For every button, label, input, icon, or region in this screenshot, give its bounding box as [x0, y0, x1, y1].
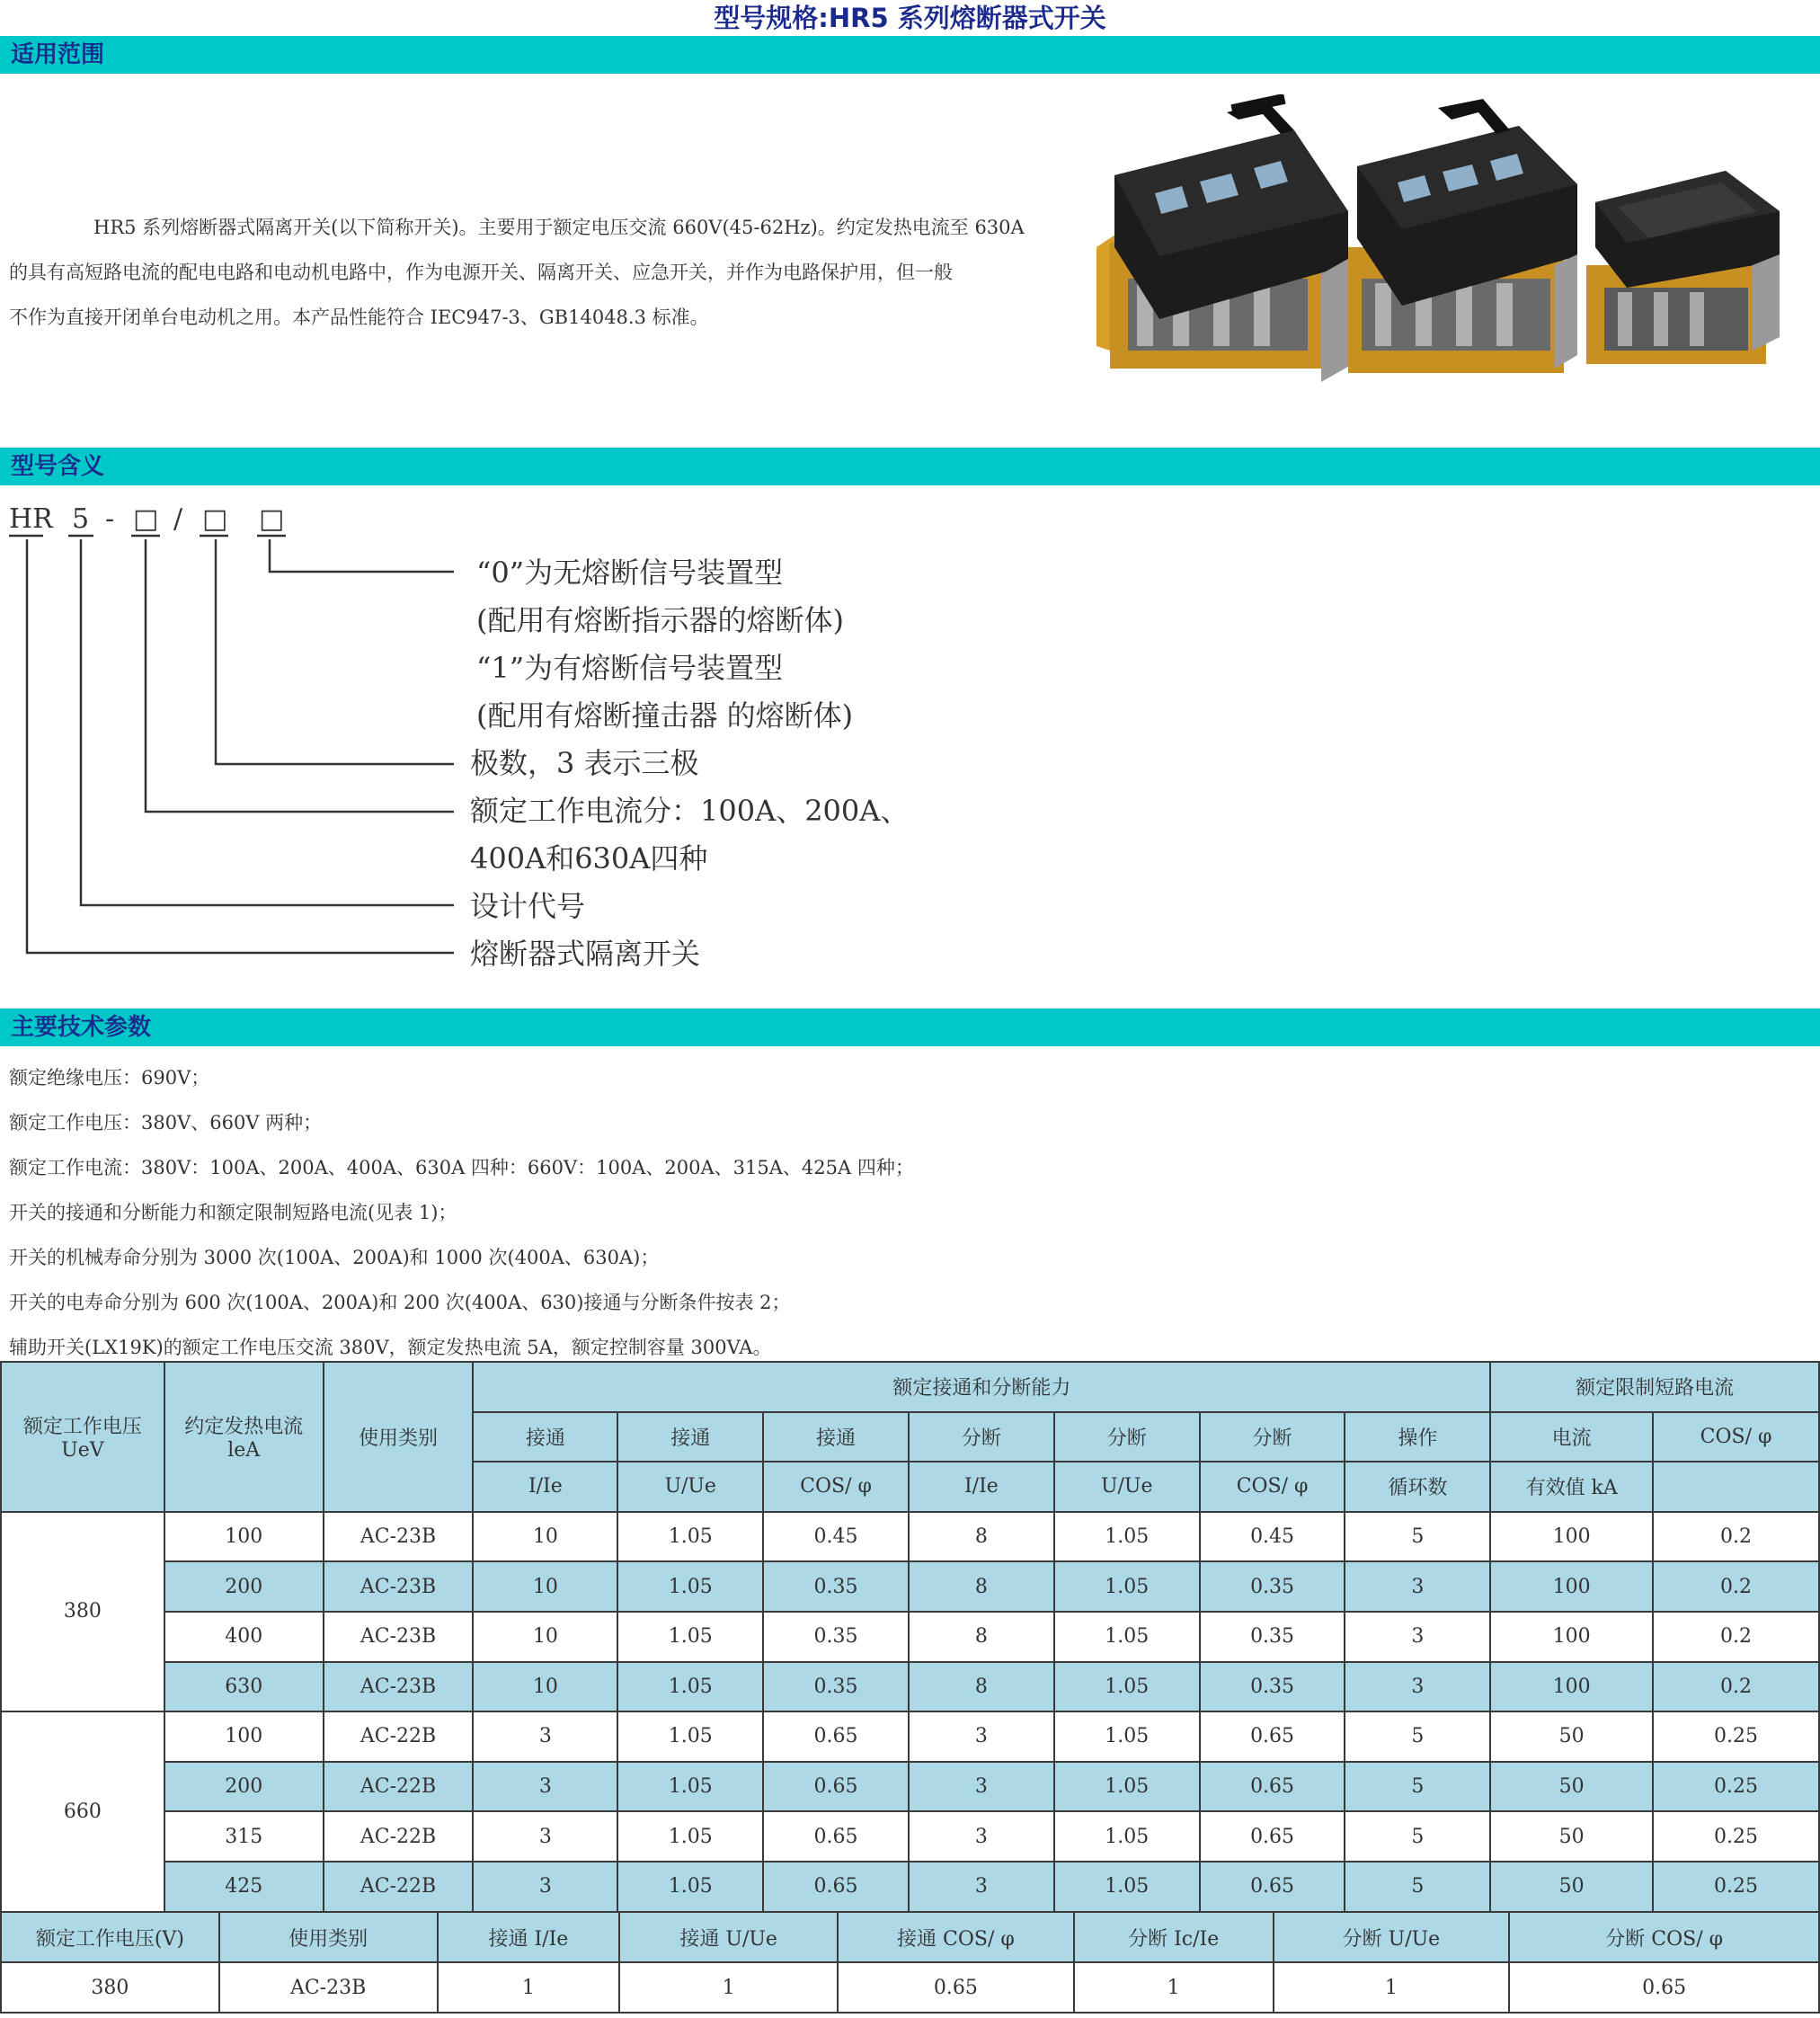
table-row [1, 1512, 1819, 1562]
code-label-poles: 极数，3 表示三极 [470, 746, 699, 780]
table-cell: 8 [909, 1612, 1054, 1662]
table-cell: 8 [909, 1512, 1054, 1562]
subheader-cell: U/Ue [1054, 1462, 1200, 1512]
table-cell: 0.35 [1200, 1662, 1345, 1712]
table-cell: 5 [1345, 1811, 1490, 1862]
code-part-hr: HR [9, 503, 53, 535]
table-cell: 3 [473, 1811, 617, 1862]
table-cell: AC-22B [324, 1762, 474, 1812]
table-cell: 1.05 [617, 1612, 763, 1662]
subheader-cell: 分断 [909, 1412, 1054, 1462]
table-cell: AC-23B [324, 1662, 474, 1712]
table-cell: 3 [1345, 1561, 1490, 1612]
code-label-signal-0: “0”为无熔断信号装置型 [476, 556, 784, 590]
subheader-cell: 有效值 kA [1490, 1462, 1653, 1512]
table-cell: 5 [1345, 1862, 1490, 1912]
switch-unit-large-2 [1348, 99, 1577, 373]
table-cell: 3 [1345, 1662, 1490, 1712]
table-cell: AC-23B [324, 1561, 474, 1612]
table-cell: 1 [1274, 1962, 1510, 2013]
header-cell: 分断 U/Ue [1274, 1912, 1510, 1962]
table-cell: 3 [1345, 1612, 1490, 1662]
subheader-cell: COS/ φ [763, 1462, 909, 1512]
param-list [9, 1055, 1177, 1370]
code-part-slash: / [173, 503, 183, 535]
leader-lines [9, 536, 454, 953]
header-cell: 接通 COS/ φ [838, 1912, 1074, 1962]
table-cell: 380 [1, 1962, 219, 2013]
param-item: 辅助开关(LX19K)的额定工作电压交流 380V，额定发热电流 5A，额定控制容量 300VA。 [9, 1337, 772, 1358]
param-item: 开关的电寿命分别为 600 次(100A、200A)和 200 次(400A、630)接通与分断条件按表 2； [9, 1292, 791, 1313]
param-item: 开关的接通和分断能力和额定限制短路电流(见表 1)； [9, 1202, 457, 1223]
table-cell: 1.05 [617, 1512, 763, 1562]
table-electrical-life-conditions [0, 1911, 1820, 2014]
header-cell: 接通 U/Ue [619, 1912, 838, 1962]
code-label-current-cont: 400A和630A四种 [470, 841, 708, 876]
subheader-cell: COS/ φ [1653, 1412, 1819, 1462]
table-cell: 1.05 [1054, 1662, 1200, 1712]
table-cell: 10 [473, 1662, 617, 1712]
table-cell: 1 [1074, 1962, 1274, 2013]
table-cell: 100 [1490, 1662, 1653, 1712]
code-part-dash: - [105, 503, 115, 535]
table-row [1, 1811, 1819, 1862]
table-row [1, 1561, 1819, 1612]
subheader-cell: 分断 [1054, 1412, 1200, 1462]
table-cell: 1.05 [617, 1561, 763, 1612]
table-cell: 400 [164, 1612, 324, 1662]
code-part-series: 5 [72, 503, 90, 535]
table-cell: 50 [1490, 1711, 1653, 1762]
switch-unit-large-1 [1096, 94, 1353, 382]
header-cell: 额定工作电压(V) [1, 1912, 219, 1962]
table-cell: 315 [164, 1811, 324, 1862]
section-bar-scope: 适用范围 [0, 36, 1820, 74]
table-cell: 5 [1345, 1711, 1490, 1762]
table-cell: 50 [1490, 1811, 1653, 1862]
table-cell: 50 [1490, 1862, 1653, 1912]
table-row [1, 1662, 1819, 1712]
table-cell: 425 [164, 1862, 324, 1912]
subheader-cell: COS/ φ [1200, 1462, 1345, 1512]
table-cell: 0.2 [1653, 1561, 1819, 1612]
table-cell: 1.05 [1054, 1811, 1200, 1862]
table-cell: 8 [909, 1662, 1054, 1712]
table-cell: 0.25 [1653, 1762, 1819, 1812]
table-cell: 0.2 [1653, 1662, 1819, 1712]
subheader-cell: 分断 [1200, 1412, 1345, 1462]
switch-unit-small [1586, 171, 1780, 364]
table-cell: 3 [909, 1862, 1054, 1912]
code-label-signal-0-note: (配用有熔断指示器的熔断体) [476, 603, 844, 637]
table-cell: 0.65 [1200, 1862, 1345, 1912]
intro-text [9, 205, 1088, 340]
table-header-row [1, 1362, 1819, 1412]
table-cell: 3 [473, 1711, 617, 1762]
code-label-current: 额定工作电流分：100A、200A、 [470, 794, 910, 828]
table-header-row [1, 1912, 1819, 1962]
table-cell: 1.05 [1054, 1512, 1200, 1562]
param-item: 额定绝缘电压：690V； [9, 1067, 210, 1089]
code-part-signal-box: □ [259, 503, 285, 535]
table-cell: 5 [1345, 1512, 1490, 1562]
table-cell: 1 [438, 1962, 620, 2013]
table-cell: 100 [1490, 1561, 1653, 1612]
table-cell: 5 [1345, 1762, 1490, 1812]
header-category: 使用类别 [324, 1362, 474, 1512]
table-cell: 1.05 [1054, 1862, 1200, 1912]
table-cell: 100 [1490, 1612, 1653, 1662]
table-cell: 100 [1490, 1512, 1653, 1562]
param-item: 额定工作电流：380V：100A、200A、400A、630A 四种：660V：100A、200A、315A、425A 四种； [9, 1157, 914, 1178]
subheader-cell [1653, 1462, 1819, 1512]
table-cell: 3 [909, 1811, 1054, 1862]
voltage-cell: 660 [1, 1711, 164, 1911]
table-cell: 1.05 [617, 1811, 763, 1862]
table-cell: 0.65 [763, 1711, 909, 1762]
header-group-capacity: 额定接通和分断能力 [473, 1362, 1490, 1412]
table-cell: 0.35 [763, 1612, 909, 1662]
subheader-cell: 电流 [1490, 1412, 1653, 1462]
intro-line: HR5 系列熔断器式隔离开关(以下简称开关)。主要用于额定电压交流 660V(45-62Hz)。约定发热电流至 630A [93, 217, 1025, 238]
table-cell: 10 [473, 1561, 617, 1612]
intro-line: 的具有高短路电流的配电电路和电动机电路中，作为电源开关、隔离开关、应急开关，并作为电路保护用，但一般 [9, 262, 953, 283]
subheader-cell: 接通 [763, 1412, 909, 1462]
table-cell: 1.05 [617, 1711, 763, 1762]
table-cell: 50 [1490, 1762, 1653, 1812]
model-code-diagram [0, 494, 917, 980]
voltage-cell: 380 [1, 1512, 164, 1711]
table-cell: 3 [909, 1762, 1054, 1812]
table-cell: 3 [909, 1711, 1054, 1762]
subheader-cell: 循环数 [1345, 1462, 1490, 1512]
table-cell: 1 [619, 1962, 838, 2013]
section-bar-main-params: 主要技术参数 [0, 1009, 1820, 1046]
table-row [1, 1862, 1819, 1912]
table-cell: 0.35 [763, 1662, 909, 1712]
table-cell: 0.25 [1653, 1711, 1819, 1762]
table-cell: AC-22B [324, 1711, 474, 1762]
table-cell: 0.25 [1653, 1811, 1819, 1862]
header-cell: 分断 COS/ φ [1509, 1912, 1819, 1962]
table-cell: AC-23B [324, 1612, 474, 1662]
code-label-product-name: 熔断器式隔离开关 [470, 937, 701, 971]
table-cell: 0.65 [1509, 1962, 1819, 2013]
code-label-design-code: 设计代号 [470, 889, 586, 923]
table-cell: 1.05 [1054, 1561, 1200, 1612]
table-cell: 1.05 [1054, 1612, 1200, 1662]
table-row [1, 1711, 1819, 1762]
table-cell: 10 [473, 1612, 617, 1662]
subheader-cell: 接通 [617, 1412, 763, 1462]
table-cell: 1.05 [617, 1862, 763, 1912]
table-cell: 0.35 [1200, 1561, 1345, 1612]
section-bar-model-meaning: 型号含义 [0, 448, 1820, 485]
subheader-cell: I/Ie [909, 1462, 1054, 1512]
table-cell: 0.45 [763, 1512, 909, 1562]
table-cell: AC-22B [324, 1811, 474, 1862]
table-cell: 0.65 [763, 1862, 909, 1912]
table-cell: 100 [164, 1512, 324, 1562]
table-cell: 0.65 [763, 1762, 909, 1812]
table-cell: 8 [909, 1561, 1054, 1612]
table-cell: 100 [164, 1711, 324, 1762]
header-cell: 分断 Ic/Ie [1074, 1912, 1274, 1962]
header-group-short-circuit: 额定限制短路电流 [1490, 1362, 1819, 1412]
table-row [1, 1612, 1819, 1662]
param-item: 开关的机械寿命分别为 3000 次(100A、200A)和 1000 次(400A、630A)； [9, 1247, 660, 1268]
table-cell: AC-22B [324, 1862, 474, 1912]
table-cell: AC-23B [324, 1512, 474, 1562]
table-cell: 1.05 [1054, 1762, 1200, 1812]
table-cell: 1.05 [1054, 1711, 1200, 1762]
table-cell: 0.2 [1653, 1512, 1819, 1562]
table-making-breaking-capacity [0, 1361, 1820, 1913]
subheader-cell: 接通 [473, 1412, 617, 1462]
table-row [1, 1762, 1819, 1812]
table-cell: 0.65 [763, 1811, 909, 1862]
subheader-cell: I/Ie [473, 1462, 617, 1512]
code-part-current-box: □ [133, 503, 159, 535]
table-cell: AC-23B [219, 1962, 438, 2013]
table-cell: 200 [164, 1561, 324, 1612]
table-cell: 0.45 [1200, 1512, 1345, 1562]
table-cell: 3 [473, 1762, 617, 1812]
table-cell: 0.65 [1200, 1711, 1345, 1762]
header-cell: 使用类别 [219, 1912, 438, 1962]
code-label-signal-1-note: (配用有熔断撞击器 的熔断体) [476, 698, 854, 733]
header-voltage: 额定工作电压 UeV [1, 1362, 164, 1512]
subheader-cell: U/Ue [617, 1462, 763, 1512]
table-cell: 0.65 [1200, 1811, 1345, 1862]
table-cell: 1.05 [617, 1762, 763, 1812]
header-current: 约定发热电流 leA [164, 1362, 324, 1512]
subheader-cell: 操作 [1345, 1412, 1490, 1462]
table-cell: 0.65 [1200, 1762, 1345, 1812]
table-cell: 630 [164, 1662, 324, 1712]
code-label-signal-1: “1”为有熔断信号装置型 [476, 651, 784, 685]
table-cell: 0.35 [1200, 1612, 1345, 1662]
table-cell: 0.35 [763, 1561, 909, 1612]
page-title: 型号规格:HR5 系列熔断器式开关 [714, 3, 1106, 33]
table-row [1, 1962, 1819, 2013]
product-photo [1088, 94, 1798, 404]
header-cell: 接通 I/Ie [438, 1912, 620, 1962]
table-cell: 10 [473, 1512, 617, 1562]
table-cell: 200 [164, 1762, 324, 1812]
table-cell: 1.05 [617, 1662, 763, 1712]
table-cell: 3 [473, 1862, 617, 1912]
table-cell: 0.2 [1653, 1612, 1819, 1662]
param-item: 额定工作电压：380V、660V 两种； [9, 1112, 323, 1133]
table-cell: 0.65 [838, 1962, 1074, 2013]
intro-line: 不作为直接开闭单台电动机之用。本产品性能符合 IEC947-3、GB14048.3 标准。 [9, 307, 709, 328]
table-cell: 0.25 [1653, 1862, 1819, 1912]
code-part-poles-box: □ [202, 503, 228, 535]
